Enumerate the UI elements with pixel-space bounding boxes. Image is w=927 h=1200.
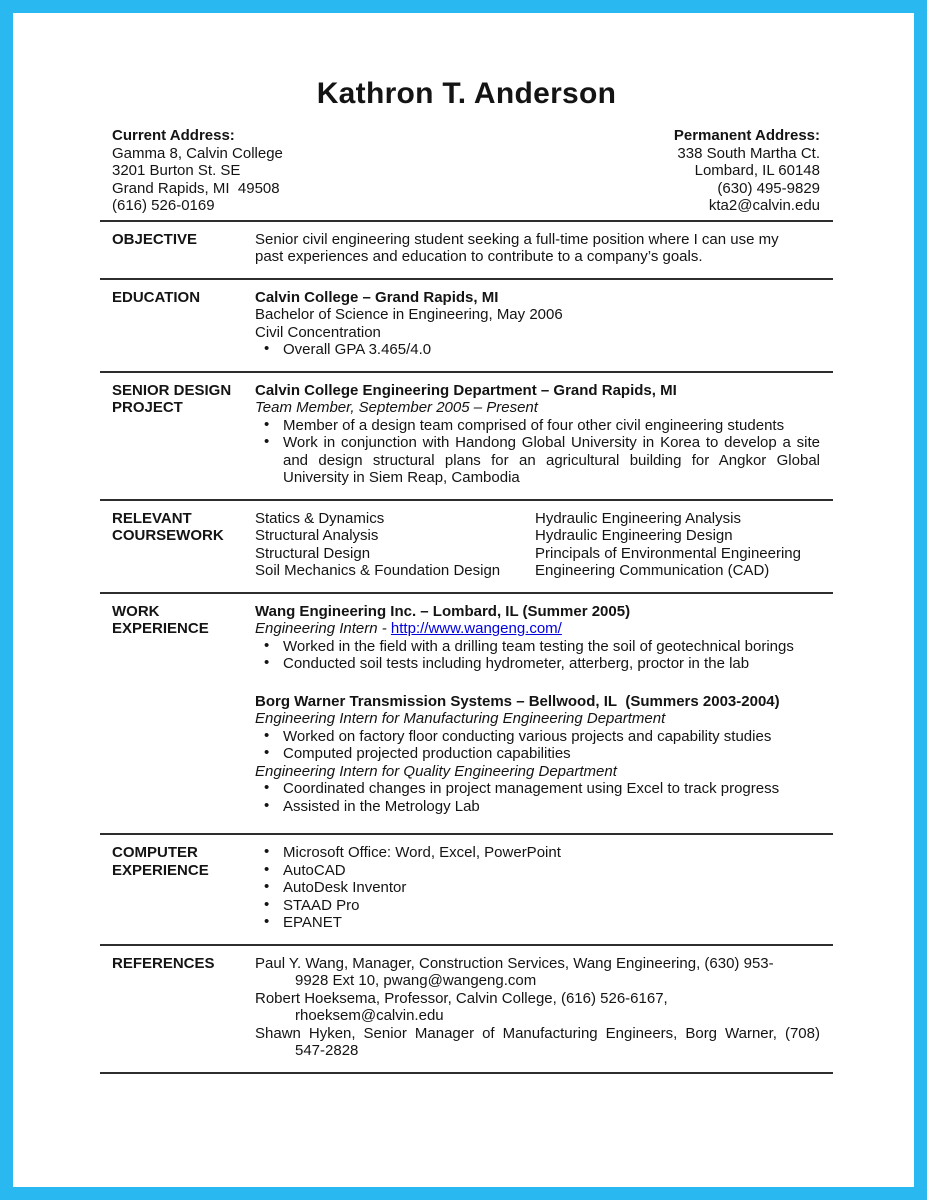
current-address-line: Gamma 8, Calvin College — [112, 144, 283, 162]
section-work-experience — [100, 592, 833, 834]
work-heading-line: WORK — [112, 602, 160, 620]
job-bullet: • Computed projected production capabilities — [255, 745, 820, 763]
work-heading — [100, 603, 255, 816]
permanent-address-line: Lombard, IL 60148 — [694, 162, 820, 179]
resume-name: Kathron T. Anderson — [316, 77, 617, 110]
computer-skill: • AutoCAD — [255, 862, 820, 880]
job-bullet: • Worked on factory floor conducting various projects and capability studies — [255, 728, 820, 746]
coursework-column-1 — [255, 510, 535, 580]
coursework-item: Soil Mechanics & Foundation Design — [255, 562, 501, 579]
job-role-line — [255, 620, 820, 638]
reference-line: Shawn Hyken, Senior Manager of Manufacturing Engineers, Borg Warner, (708) — [255, 1024, 820, 1042]
resume-page — [13, 13, 914, 1187]
job-company: Borg Warner Transmission Systems – Bellwood, IL (Summers 2003-2004) — [255, 692, 780, 710]
work-heading-line: EXPERIENCE — [112, 620, 209, 637]
coursework-heading-line: RELEVANT — [112, 509, 192, 527]
education-content — [255, 289, 833, 359]
senior-design-bullet: • Member of a design team comprised of four other civil engineering students — [255, 417, 820, 435]
senior-design-heading-line: SENIOR DESIGN — [112, 381, 232, 399]
job-bullet: • Worked in the field with a drilling team testing the soil of geotechnical borings — [255, 638, 820, 656]
objective-line: Senior civil engineering student seeking a full-time position where I can use my — [255, 230, 779, 248]
company-website-link[interactable]: http://www.wangeng.com/ — [390, 620, 562, 637]
permanent-address-phone: (630) 495-9829 — [717, 179, 820, 197]
education-degree: Bachelor of Science in Engineering, May 2006 — [255, 306, 563, 323]
computer-skill: • STAAD Pro — [255, 897, 820, 915]
reference-entry — [255, 990, 820, 1025]
current-address-phone: (616) 526-0169 — [112, 197, 215, 214]
senior-design-content — [255, 382, 833, 487]
coursework-item: Hydraulic Engineering Design — [535, 527, 733, 544]
section-education — [100, 278, 833, 371]
current-address — [112, 127, 283, 215]
senior-design-role: Team Member, September 2005 – Present — [255, 399, 538, 416]
senior-design-org: Calvin College Engineering Department – Grand Rapids, MI — [255, 381, 677, 399]
references-content — [255, 955, 833, 1060]
section-objective — [100, 220, 833, 278]
senior-design-heading — [100, 382, 255, 487]
permanent-address-line: 338 South Martha Ct. — [677, 144, 820, 162]
job-borg-warner — [255, 693, 820, 816]
permanent-address-label: Permanent Address: — [673, 127, 820, 144]
current-address-line: Grand Rapids, MI 49508 — [112, 179, 280, 197]
reference-entry — [255, 1025, 820, 1060]
section-computer-experience — [100, 833, 833, 944]
education-concentration: Civil Concentration — [255, 323, 381, 341]
computer-skill: • AutoDesk Inventor — [255, 879, 820, 897]
permanent-address — [674, 127, 820, 215]
job-bullet: • Conducted soil tests including hydrometer, atterberg, proctor in the lab — [255, 655, 820, 673]
coursework-item: Statics & Dynamics — [255, 509, 385, 527]
senior-design-bullet — [255, 434, 820, 487]
work-content — [255, 603, 833, 816]
reference-entry — [255, 955, 820, 990]
resume-content — [13, 13, 914, 1076]
coursework-item: Engineering Communication (CAD) — [535, 562, 770, 579]
coursework-item: Structural Design — [255, 544, 371, 562]
permanent-address-email: kta2@calvin.edu — [708, 197, 820, 214]
section-references — [100, 944, 833, 1072]
coursework-content — [255, 510, 833, 580]
senior-design-bullet-line: and design structural plans for an agricultural building for Angkor Global — [283, 451, 820, 469]
computer-heading-line: EXPERIENCE — [112, 861, 209, 879]
coursework-column-2 — [535, 510, 820, 580]
current-address-label: Current Address: — [112, 127, 235, 144]
reference-line: Paul Y. Wang, Manager, Construction Services, Wang Engineering, (630) 953- — [255, 954, 774, 972]
job-wang-engineering — [255, 603, 820, 673]
reference-line: 547-2828 — [295, 1042, 359, 1059]
objective-line: past experiences and education to contribute to a company’s goals. — [255, 248, 703, 265]
computer-heading — [100, 844, 255, 932]
coursework-item: Principals of Environmental Engineering — [535, 544, 801, 562]
job-company: Wang Engineering Inc. – Lombard, IL (Summer 2005) — [255, 602, 631, 620]
education-school: Calvin College – Grand Rapids, MI — [255, 288, 499, 306]
current-address-line: 3201 Burton St. SE — [112, 162, 241, 179]
objective-text — [255, 231, 833, 266]
job-role: Engineering Intern - — [255, 620, 391, 637]
reference-line: Robert Hoeksema, Professor, Calvin College, (616) 526-6167, — [255, 989, 668, 1007]
computer-content — [255, 844, 833, 932]
objective-heading: OBJECTIVE — [112, 230, 198, 248]
education-heading: EDUCATION — [112, 288, 201, 306]
section-coursework — [100, 499, 833, 592]
job-role: Engineering Intern for Manufacturing Engineering Department — [255, 710, 666, 727]
job-bullet: • Coordinated changes in project management using Excel to track progress — [255, 780, 820, 798]
job-bullet: • Assisted in the Metrology Lab — [255, 798, 820, 816]
reference-line: 9928 Ext 10, pwang@wangeng.com — [295, 972, 537, 989]
references-heading: REFERENCES — [112, 954, 215, 972]
coursework-columns — [255, 510, 820, 580]
education-gpa: • Overall GPA 3.465/4.0 — [255, 341, 820, 359]
computer-skill: • EPANET — [255, 914, 820, 932]
coursework-heading-line: COURSEWORK — [112, 527, 224, 544]
coursework-item: Structural Analysis — [255, 527, 379, 544]
reference-line: rhoeksem@calvin.edu — [295, 1007, 444, 1024]
coursework-heading — [100, 510, 255, 580]
job-role: Engineering Intern for Quality Engineering Department — [255, 762, 617, 780]
section-senior-design — [100, 371, 833, 499]
senior-design-bullet-line: University in Siem Reap, Cambodia — [283, 469, 520, 486]
coursework-item: Hydraulic Engineering Analysis — [535, 509, 741, 527]
bottom-rule — [100, 1072, 833, 1076]
senior-design-bullet-line: • Work in conjunction with Handong Global University in Korea to develop a site — [283, 434, 820, 451]
address-block — [100, 127, 833, 220]
computer-heading-line: COMPUTER — [112, 844, 198, 861]
senior-design-heading-line: PROJECT — [112, 399, 183, 416]
computer-skill: • Microsoft Office: Word, Excel, PowerPoint — [255, 844, 820, 862]
